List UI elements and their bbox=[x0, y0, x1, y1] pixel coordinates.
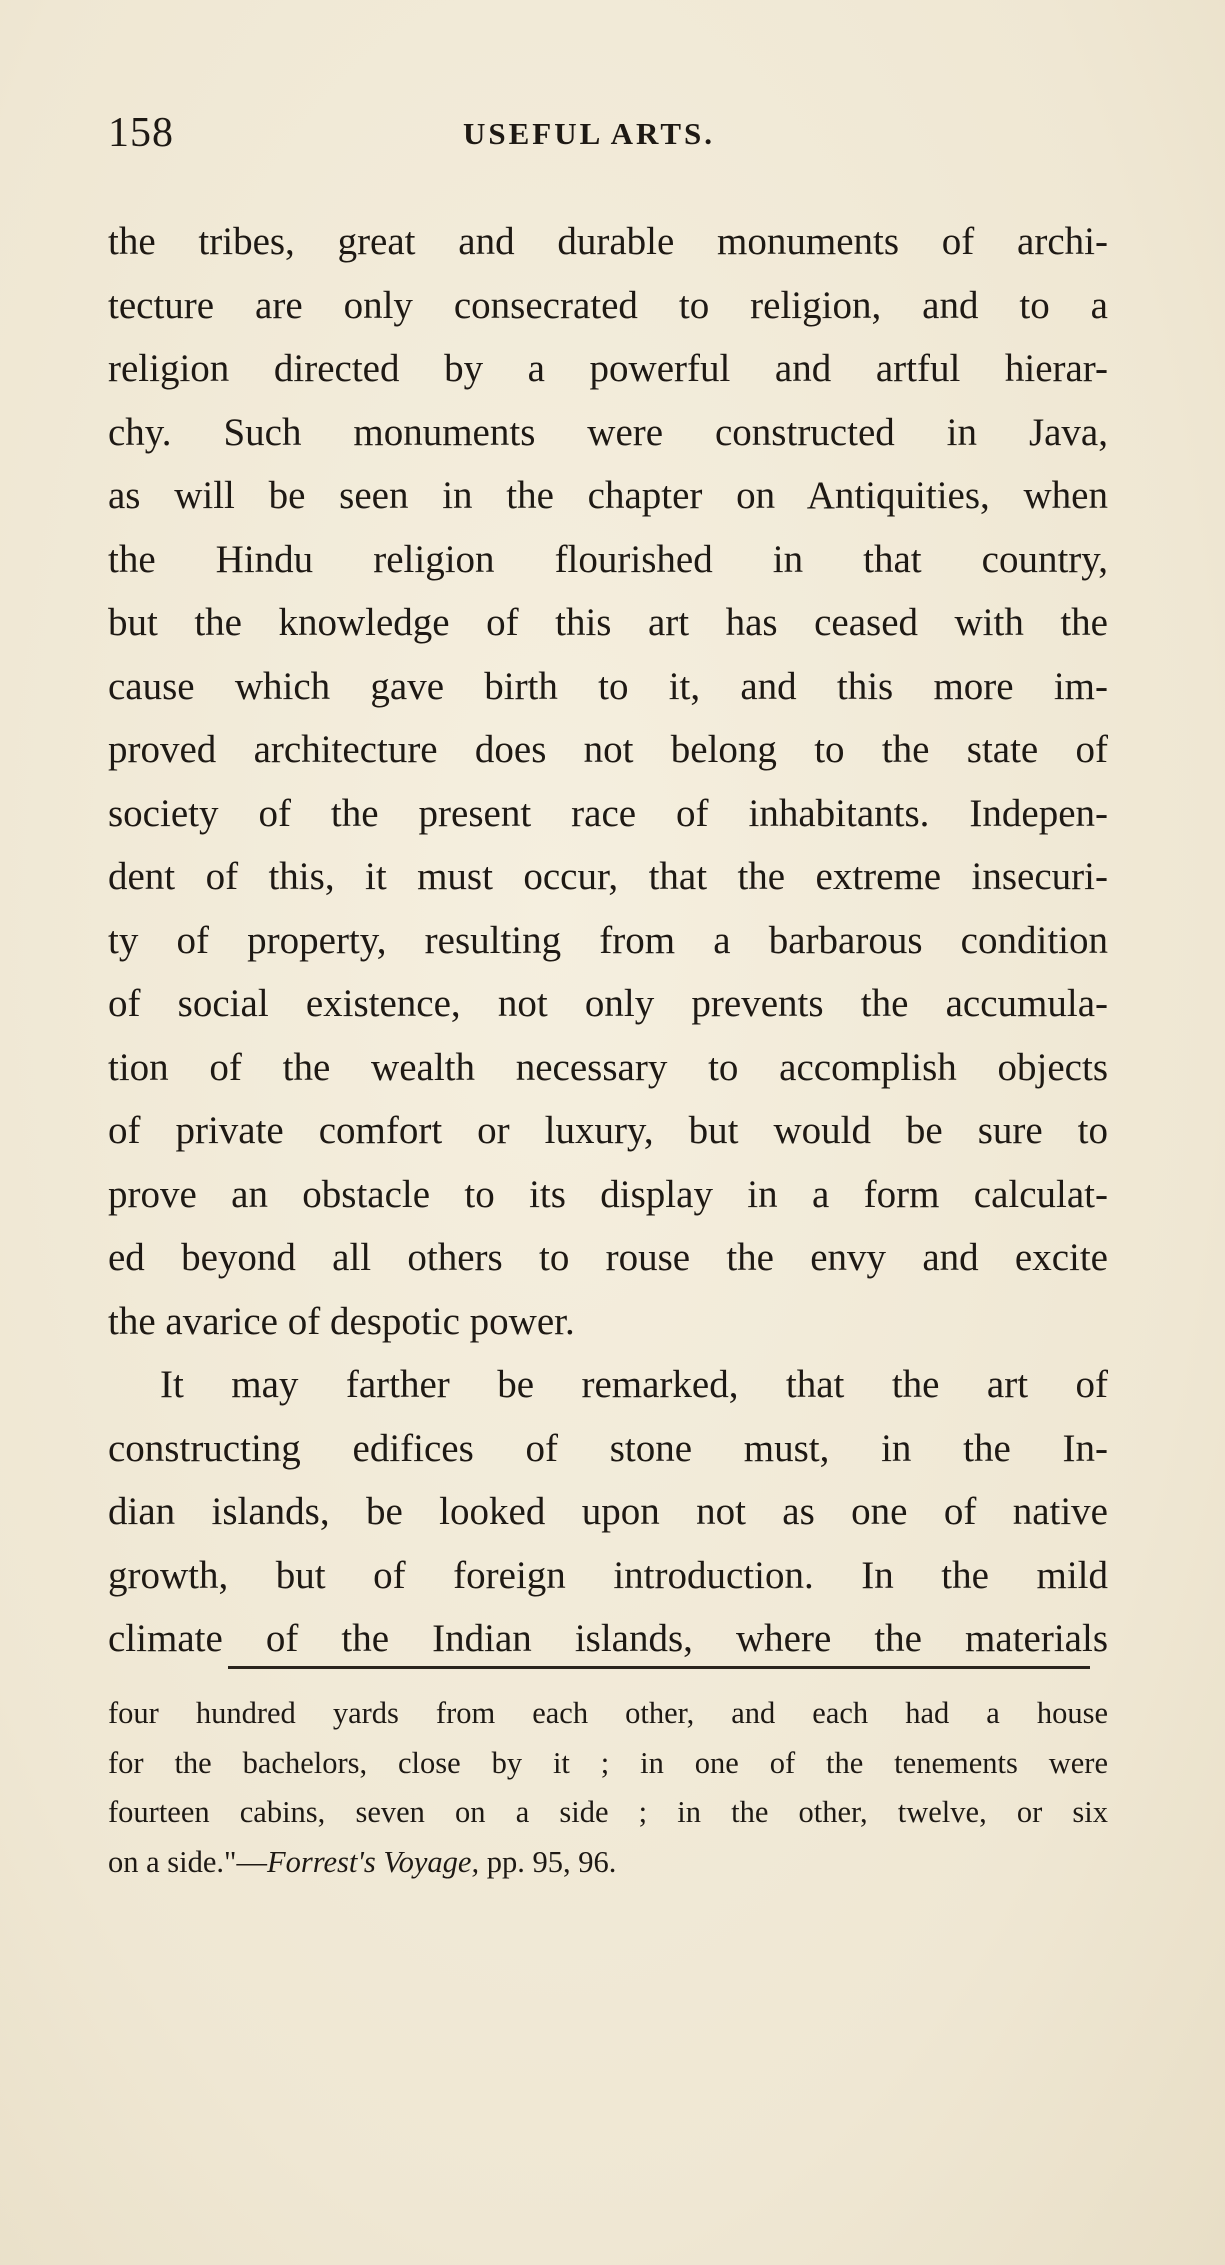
paragraph-first-line: It may farther be remarked, that the art of bbox=[160, 1363, 1108, 1406]
body-text bbox=[108, 210, 1108, 1671]
body-line: religion directed by a powerful and artful hierar- bbox=[108, 347, 1108, 390]
footnote-divider bbox=[228, 1666, 1090, 1669]
body-line: ed beyond all others to rouse the envy and excite bbox=[108, 1236, 1108, 1279]
footnote-line: four hundred yards from each other, and each had a house bbox=[108, 1696, 1108, 1730]
body-line: of private comfort or luxury, but would be sure to bbox=[108, 1109, 1108, 1152]
footnote-citation-line bbox=[108, 1838, 1108, 1888]
body-line: climate of the Indian islands, where the materials bbox=[108, 1617, 1108, 1660]
body-line: of social existence, not only prevents the accumula- bbox=[108, 982, 1108, 1025]
body-line: society of the present race of inhabitants. Indepen- bbox=[108, 791, 1108, 835]
body-line: constructing edifices of stone must, in the In- bbox=[108, 1426, 1108, 1470]
body-line: proved architecture does not belong to the state of bbox=[108, 728, 1108, 771]
running-head: USEFUL ARTS. bbox=[463, 116, 715, 151]
footnote-line: fourteen cabins, seven on a side ; in the other, twelve, or six bbox=[108, 1795, 1108, 1829]
body-line: as will be seen in the chapter on Antiquities, when bbox=[108, 474, 1108, 517]
body-line: tion of the wealth necessary to accomplish objects bbox=[108, 1045, 1108, 1089]
body-line: the tribes, great and durable monuments of archi- bbox=[108, 220, 1108, 263]
footnote-citation-pages: pp. 95, 96. bbox=[479, 1844, 617, 1879]
body-line: chy. Such monuments were constructed in Java, bbox=[108, 410, 1108, 454]
body-line: but the knowledge of this art has ceased with the bbox=[108, 601, 1108, 644]
footnote-citation-prefix: on a side."— bbox=[108, 1844, 267, 1879]
page-header bbox=[108, 108, 1108, 158]
footnote bbox=[108, 1689, 1108, 1887]
body-line: cause which gave birth to it, and this more im- bbox=[108, 664, 1108, 708]
body-line: the Hindu religion flourished in that country, bbox=[108, 537, 1108, 581]
body-line: ty of property, resulting from a barbarous condition bbox=[108, 918, 1108, 962]
body-line: dian islands, be looked upon not as one of native bbox=[108, 1490, 1108, 1533]
footnote-citation-title: Forrest's Voyage, bbox=[267, 1844, 480, 1879]
body-line: tecture are only consecrated to religion, and to a bbox=[108, 283, 1108, 327]
body-line: growth, but of foreign introduction. In the mild bbox=[108, 1553, 1108, 1597]
body-line: the avarice of despotic power. bbox=[108, 1299, 575, 1343]
body-line: prove an obstacle to its display in a form calculat- bbox=[108, 1172, 1108, 1216]
footnote-line: for the bachelors, close by it ; in one of the tenements were bbox=[108, 1745, 1108, 1780]
page-number: 158 bbox=[108, 110, 174, 156]
body-line: dent of this, it must occur, that the extreme insecuri- bbox=[108, 855, 1108, 898]
